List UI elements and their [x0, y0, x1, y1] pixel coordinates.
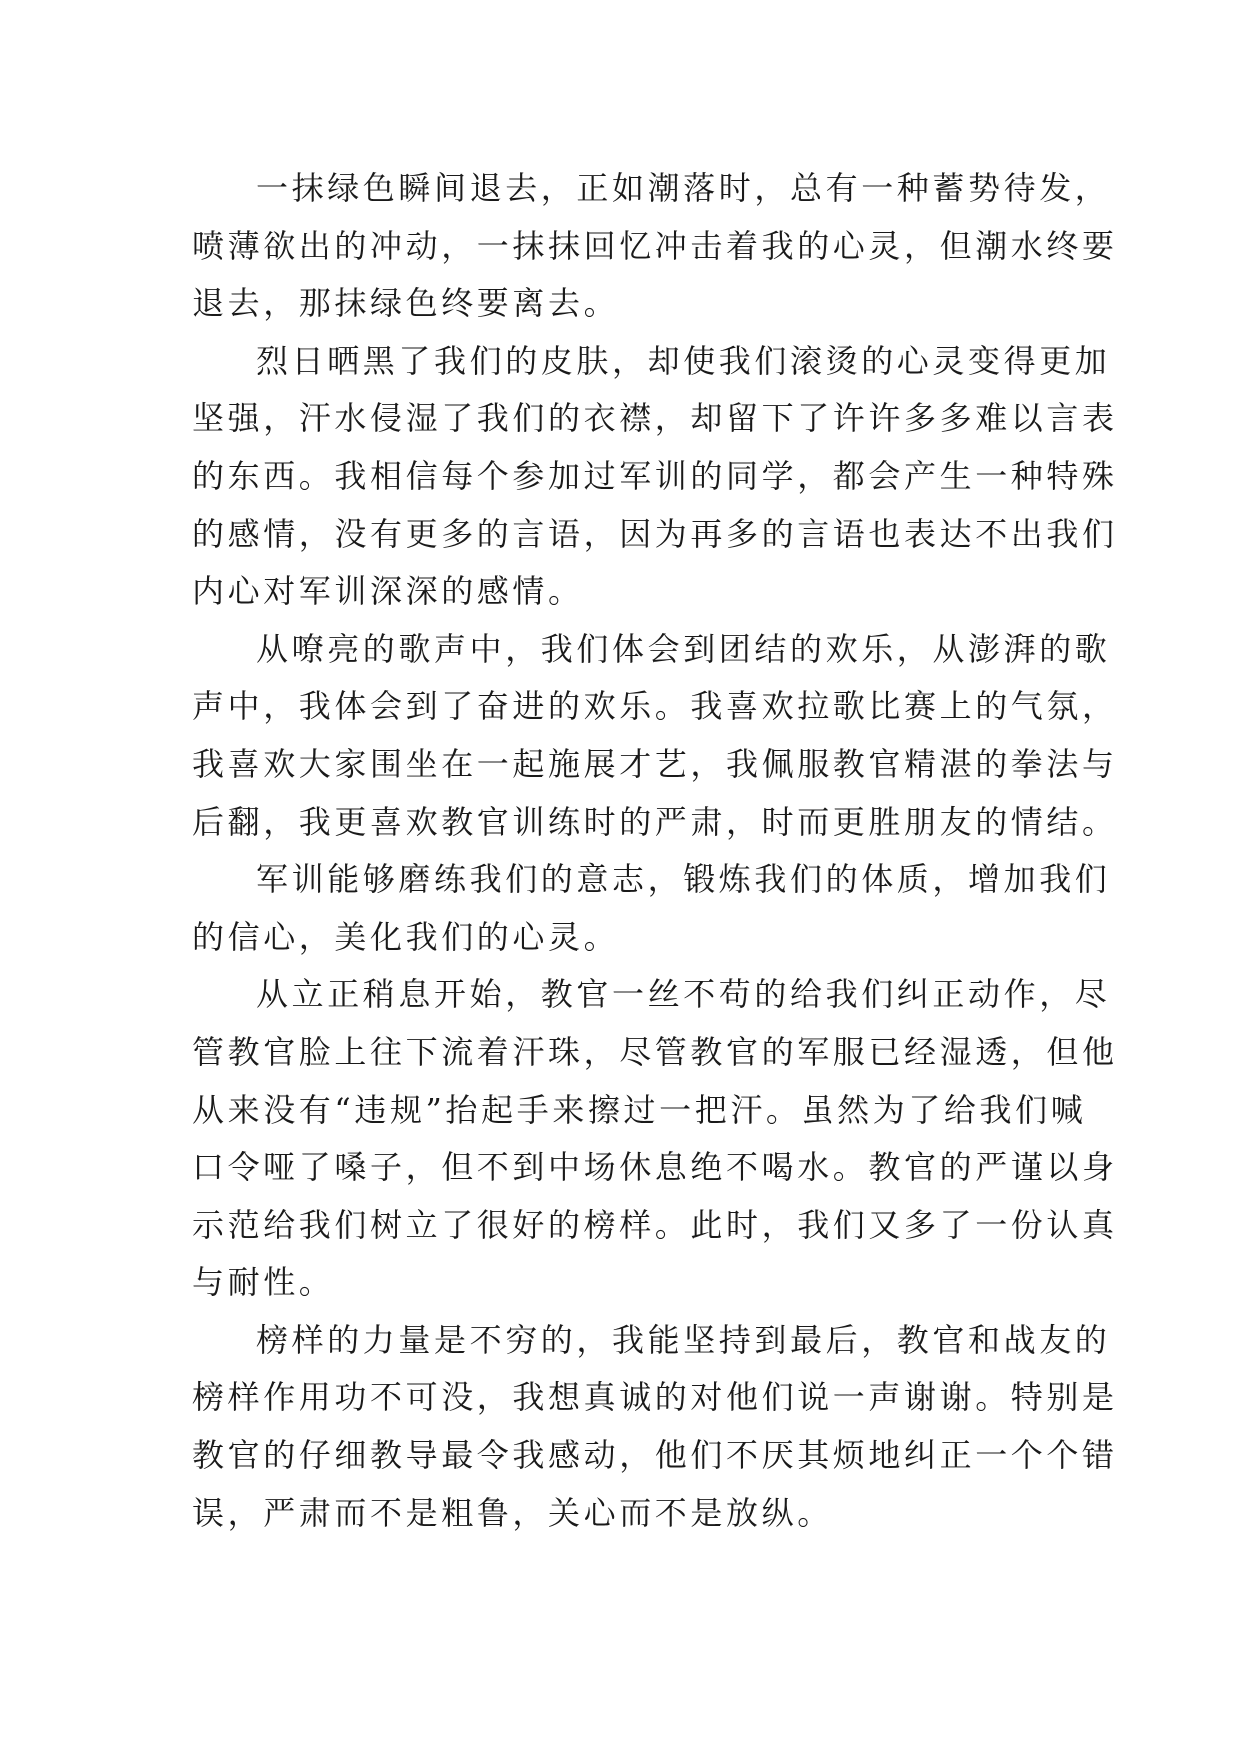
paragraph-line: 从来没有“违规”抬起手来擦过一把汗。虽然为了给我们喊: [192, 1090, 1087, 1129]
paragraph-line: 与耐性。: [192, 1263, 335, 1302]
paragraph-line: 喷薄欲出的冲动，一抹抹回忆冲击着我的心灵，但潮水终要: [192, 226, 1118, 265]
paragraph-line: 榜样的力量是不穷的，我能坚持到最后，教官和战友的: [256, 1320, 1111, 1359]
paragraph-6: [192, 1312, 1118, 1542]
paragraph-line: 口令哑了嗓子，但不到中场休息绝不喝水。教官的严谨以身: [192, 1148, 1118, 1187]
paragraph-line: 教官的仔细教导最令我感动，他们不厌其烦地纠正一个个错: [192, 1436, 1118, 1475]
paragraph-1: [192, 160, 1118, 333]
paragraph-line: 内心对军训深深的感情。: [192, 572, 584, 611]
paragraph-line: 的信心，美化我们的心灵。: [192, 917, 620, 956]
paragraph-line: 后翻，我更喜欢教官训练时的严肃，时而更胜朋友的情结。: [192, 802, 1118, 841]
paragraph-5: [192, 966, 1118, 1312]
paragraph-line: 我喜欢大家围坐在一起施展才艺，我佩服教官精湛的拳法与: [192, 744, 1118, 783]
paragraph-line: 的东西。我相信每个参加过军训的同学，都会产生一种特殊: [192, 456, 1118, 495]
paragraph-line: 榜样作用功不可没，我想真诚的对他们说一声谢谢。特别是: [192, 1378, 1118, 1417]
paragraph-line: 管教官脸上往下流着汗珠，尽管教官的军服已经湿透，但他: [192, 1032, 1118, 1071]
document-body: [192, 160, 1118, 1542]
paragraph-line: 坚强，汗水侵湿了我们的衣襟，却留下了许许多多难以言表: [192, 399, 1118, 438]
paragraph-line: 军训能够磨练我们的意志，锻炼我们的体质，增加我们: [256, 860, 1111, 899]
paragraph-line: 烈日晒黑了我们的皮肤，却使我们滚烫的心灵变得更加: [256, 341, 1111, 380]
paragraph-line: 一抹绿色瞬间退去，正如潮落时，总有一种蓄势待发，: [256, 169, 1111, 207]
paragraph-line: 从立正稍息开始，教官一丝不苟的给我们纠正动作，尽: [256, 975, 1111, 1014]
paragraph-line: 误，严肃而不是粗鲁，关心而不是放纵。: [192, 1493, 833, 1532]
paragraph-3: [192, 621, 1118, 851]
paragraph-4: [192, 851, 1111, 966]
paragraph-line: 从嘹亮的歌声中，我们体会到团结的欢乐，从澎湃的歌: [256, 629, 1111, 668]
paragraph-line: 声中，我体会到了奋进的欢乐。我喜欢拉歌比赛上的气氛，: [192, 687, 1118, 726]
paragraph-line: 示范给我们树立了很好的榜样。此时，我们又多了一份认真: [192, 1205, 1118, 1244]
paragraph-line: 退去，那抹绿色终要离去。: [192, 284, 620, 323]
paragraph-line: 的感情，没有更多的言语，因为再多的言语也表达不出我们: [192, 514, 1118, 553]
paragraph-2: [192, 333, 1118, 621]
